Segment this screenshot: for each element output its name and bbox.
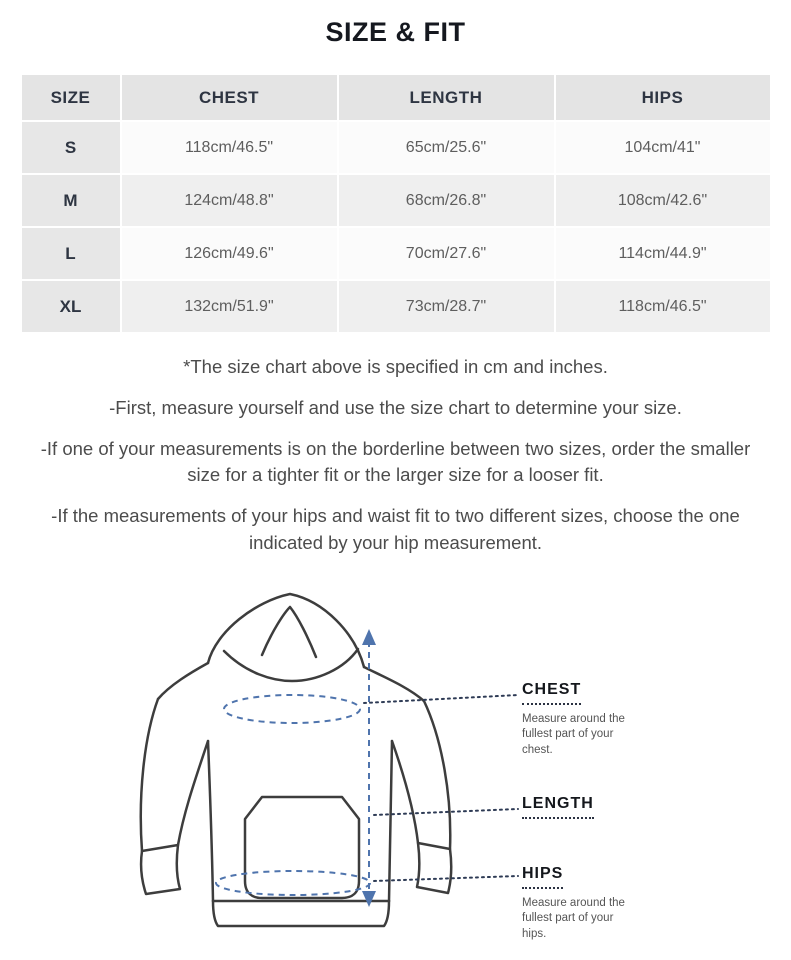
column-header-length: LENGTH	[338, 74, 555, 121]
hips-label-title: HIPS	[522, 865, 563, 889]
note-paragraph: -If the measurements of your hips and waist fit to two different sizes, choose the one indicated by your hip measurement.	[51, 505, 740, 554]
hoodie-illustration	[112, 581, 772, 960]
chest-cell: 124cm/48.8"	[121, 174, 338, 227]
hips-measure-ellipse	[216, 871, 370, 895]
column-header-hips: HIPS	[555, 74, 771, 121]
length-label	[522, 795, 662, 819]
table-row	[21, 121, 771, 174]
size-cell: M	[21, 174, 121, 227]
chest-cell: 126cm/49.6"	[121, 227, 338, 280]
table-row	[21, 174, 771, 227]
table-row	[21, 280, 771, 333]
note-paragraph: -If one of your measurements is on the borderline between two sizes, order the smaller size for a tighter fit or the larger size for a looser fit.	[40, 437, 751, 486]
hips-cell: 114cm/44.9"	[555, 227, 771, 280]
column-header-size: SIZE	[21, 74, 121, 121]
sizing-notes	[0, 354, 791, 557]
size-cell: L	[21, 227, 121, 280]
size-cell: XL	[21, 280, 121, 333]
chest-cell: 118cm/46.5"	[121, 121, 338, 174]
note-paragraph: *The size chart above is specified in cm and inches.	[183, 356, 608, 377]
length-cell: 70cm/27.6"	[338, 227, 555, 280]
hoodie-outline	[141, 594, 452, 926]
hips-cell: 118cm/46.5"	[555, 280, 771, 333]
hips-cell: 108cm/42.6"	[555, 174, 771, 227]
chest-label-title: CHEST	[522, 681, 581, 705]
length-label-title: LENGTH	[522, 795, 594, 819]
chest-label	[522, 681, 662, 759]
hips-cell: 104cm/41"	[555, 121, 771, 174]
note-paragraph: -First, measure yourself and use the size chart to determine your size.	[109, 396, 682, 418]
chest-cell: 132cm/51.9"	[121, 280, 338, 333]
chest-label-description: Measure around the fullest part of your chest.	[522, 712, 625, 756]
column-header-chest: CHEST	[121, 74, 338, 121]
page-title: SIZE & FIT	[325, 17, 466, 47]
length-connector-line	[374, 809, 518, 815]
hips-connector-line	[374, 876, 518, 881]
chest-connector-line	[364, 695, 518, 703]
hips-label	[522, 865, 662, 943]
size-cell: S	[21, 121, 121, 174]
chest-measure-ellipse	[224, 695, 360, 723]
table-row	[21, 227, 771, 280]
table-header-row	[21, 74, 771, 121]
length-cell: 73cm/28.7"	[338, 280, 555, 333]
hoodie-measurement-diagram	[112, 581, 772, 959]
size-table	[20, 73, 772, 334]
hips-label-description: Measure around the fullest part of your hips.	[522, 896, 625, 940]
length-cell: 65cm/25.6"	[338, 121, 555, 174]
length-cell: 68cm/26.8"	[338, 174, 555, 227]
